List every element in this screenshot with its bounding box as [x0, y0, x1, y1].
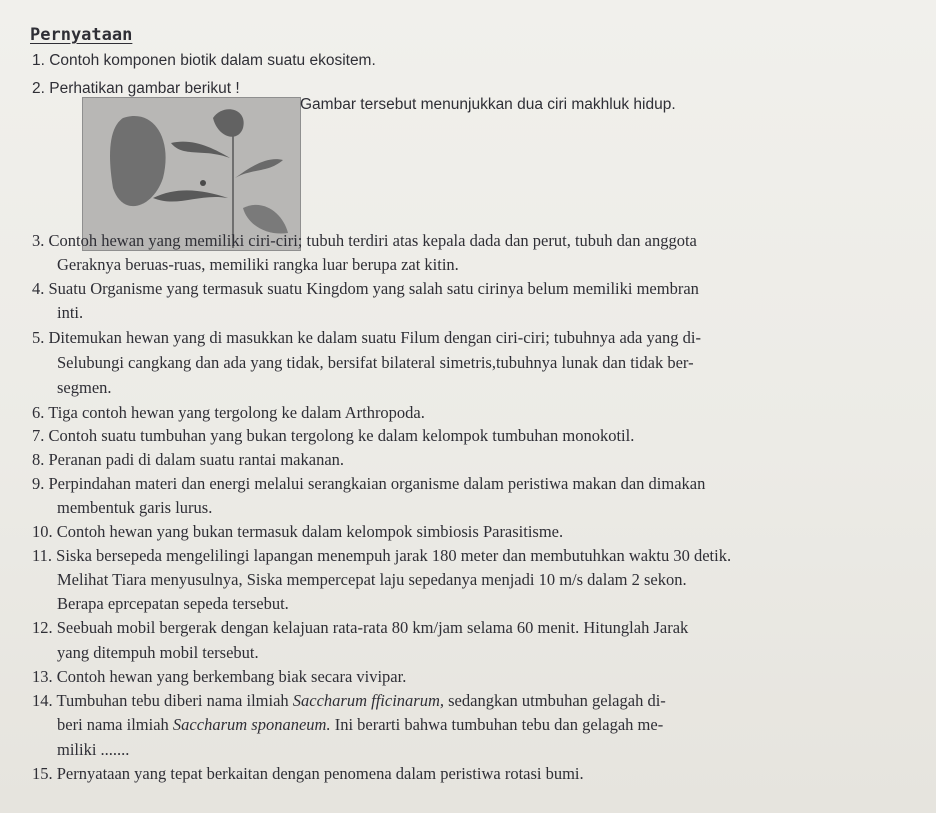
statement-12: 12. Seebuah mobil bergerak dengan kelajuan rata-rata 80 km/jam selama 60 menit. Hitunglah Jarak	[32, 618, 689, 637]
statement-7: 7. Contoh suatu tumbuhan yang bukan tergolong ke dalam kelompok tumbuhan monokotil.	[32, 426, 635, 445]
statement-14-cont1-end: Ini berarti bahwa tumbuhan tebu dan gelagah me-	[330, 715, 664, 734]
plant-photo-icon	[83, 98, 300, 250]
scientific-name-tebu: Saccharum fficinarum,	[292, 691, 445, 710]
statement-8: 8. Peranan padi di dalam suatu rantai makanan.	[32, 450, 345, 469]
statement-5: 5. Ditemukan hewan yang di masukkan ke dalam suatu Filum dengan ciri-ciri; tubuhnya ada yang di-	[32, 328, 701, 347]
statement-13: 13. Contoh hewan yang berkembang biak secara vivipar.	[32, 667, 407, 686]
page-title: Pernyataan	[30, 25, 133, 45]
statement-6: 6. Tiga contoh hewan yang tergolong ke dalam Arthropoda.	[32, 403, 425, 422]
statement-14-cont2: miliki .......	[57, 740, 130, 759]
statement-11-cont1: Melihat Tiara menyusulnya, Siska mempercepat laju sepedanya menjadi 10 m/s dalam 2 sekon.	[57, 570, 687, 589]
statement-10: 10. Contoh hewan yang bukan termasuk dalam kelompok simbiosis Parasitisme.	[32, 522, 564, 541]
statement-9: 9. Perpindahan materi dan energi melalui serangkaian organisme dalam peristiwa makan dan dimakan	[32, 474, 706, 493]
statement-12-cont: yang ditempuh mobil tersebut.	[57, 643, 259, 662]
statement-4: 4. Suatu Organisme yang termasuk suatu Kingdom yang salah satu cirinya belum memiliki membran	[32, 279, 699, 298]
statement-11-cont2: Berapa eprcepatan sepeda tersebut.	[57, 594, 289, 613]
statement-2-caption: Gambar tersebut menunjukkan dua ciri makhluk hidup.	[300, 96, 676, 113]
statement-15: 15. Pernyataan yang tepat berkaitan dengan penomena dalam peristiwa rotasi bumi.	[32, 764, 584, 783]
statement-14-cont1	[57, 717, 663, 734]
statement-2: 2. Perhatikan gambar berikut !	[32, 80, 240, 97]
scientific-name-gelagah: Saccharum sponaneum.	[172, 715, 331, 734]
statement-3: 3. Contoh hewan yang memiliki ciri-ciri; tubuh terdiri atas kepala dada dan perut, tubuh dan anggota	[32, 231, 697, 250]
statement-5-cont2: segmen.	[57, 378, 112, 397]
statement-9-cont: membentuk garis lurus.	[57, 498, 213, 517]
statement-14-text: 14. Tumbuhan tebu diberi nama ilmiah	[32, 691, 293, 710]
statement-3-cont: Geraknya beruas-ruas, memiliki rangka luar berupa zat kitin.	[57, 255, 459, 274]
statement-11: 11. Siska bersepeda mengelilingi lapangan menempuh jarak 180 meter dan membutuhkan waktu 30 detik.	[32, 546, 732, 565]
statement-14-cont1-text: beri nama ilmiah	[57, 715, 173, 734]
statement-14	[32, 693, 666, 710]
statement-4-cont: inti.	[57, 303, 84, 322]
statement-14-text-end: sedangkan utmbuhan gelagah di-	[444, 691, 666, 710]
plant-figure	[82, 97, 301, 251]
statement-1: 1. Contoh komponen biotik dalam suatu ekositem.	[32, 52, 376, 69]
statement-5-cont1: Selubungi cangkang dan ada yang tidak, bersifat bilateral simetris,tubuhnya lunak dan tidak ber-	[57, 353, 694, 372]
